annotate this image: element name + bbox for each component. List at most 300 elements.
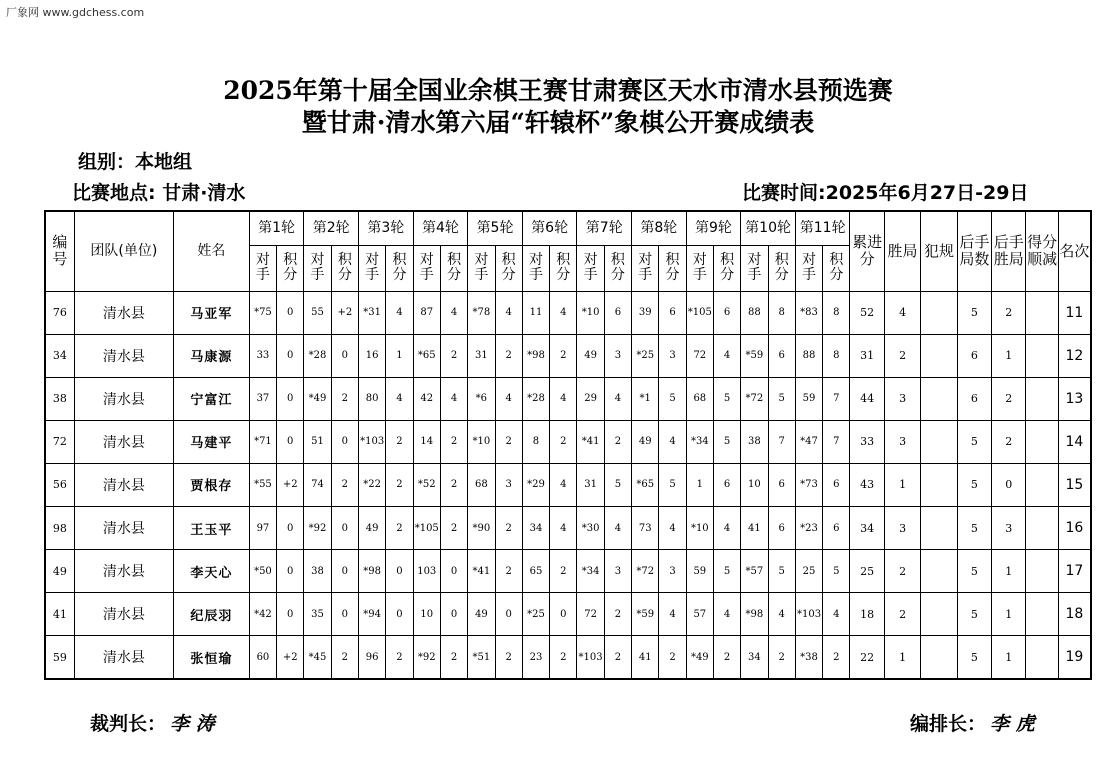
round-2-points: 2 — [331, 636, 358, 679]
player-name: 宁富江 — [173, 377, 249, 420]
header-round-7-opponent: 对手 — [577, 245, 604, 291]
header-round-10-opponent: 对手 — [741, 245, 768, 291]
second-games: 5 — [957, 463, 991, 506]
round-6-opponent: 65 — [522, 550, 549, 593]
header-round-11-opponent: 对手 — [795, 245, 822, 291]
table-row — [45, 593, 1091, 636]
deduct-score — [1026, 507, 1058, 550]
round-9-points: 5 — [713, 550, 740, 593]
results-table — [44, 210, 1092, 680]
second-wins: 2 — [992, 420, 1026, 463]
round-2-opponent: *49 — [304, 377, 331, 420]
round-7-opponent: *103 — [577, 636, 604, 679]
header-round-3-opponent: 对手 — [359, 245, 386, 291]
wins: 2 — [884, 334, 920, 377]
header-round-5: 第5轮 — [468, 211, 523, 245]
player-number: 76 — [45, 291, 74, 334]
header-round-3: 第3轮 — [359, 211, 414, 245]
header-fouls: 犯规 — [921, 211, 957, 291]
header-round-2-opponent: 对手 — [304, 245, 331, 291]
rank: 18 — [1058, 593, 1091, 636]
round-11-points: 8 — [823, 334, 850, 377]
round-5-points: 3 — [495, 463, 522, 506]
round-4-points: 0 — [440, 593, 467, 636]
round-6-points: 2 — [550, 636, 577, 679]
round-11-points: 7 — [823, 420, 850, 463]
arbiter — [910, 709, 1035, 736]
second-games: 5 — [957, 636, 991, 679]
round-4-opponent: *92 — [413, 636, 440, 679]
round-2-points: 0 — [331, 550, 358, 593]
round-5-opponent: *90 — [468, 507, 495, 550]
header-round-9-opponent: 对手 — [686, 245, 713, 291]
round-2-opponent: *28 — [304, 334, 331, 377]
round-8-opponent: 49 — [632, 420, 659, 463]
round-10-opponent: *98 — [741, 593, 768, 636]
deduct-score — [1026, 463, 1058, 506]
round-3-points: 2 — [386, 636, 413, 679]
round-3-points: 2 — [386, 507, 413, 550]
header-round-7-points: 积分 — [604, 245, 631, 291]
player-team: 清水县 — [74, 636, 173, 679]
round-4-opponent: 42 — [413, 377, 440, 420]
rank: 14 — [1058, 420, 1091, 463]
round-1-points: 0 — [277, 377, 304, 420]
round-2-points: 0 — [331, 420, 358, 463]
deduct-score — [1026, 593, 1058, 636]
round-10-opponent: *59 — [741, 334, 768, 377]
round-3-opponent: *94 — [359, 593, 386, 636]
deduct-score — [1026, 377, 1058, 420]
second-games: 5 — [957, 550, 991, 593]
second-games: 6 — [957, 377, 991, 420]
fouls — [921, 420, 957, 463]
second-wins: 3 — [992, 507, 1026, 550]
round-10-opponent: 34 — [741, 636, 768, 679]
header-name: 姓名 — [173, 211, 249, 291]
round-2-opponent: *45 — [304, 636, 331, 679]
round-6-points: 0 — [550, 593, 577, 636]
round-3-opponent: 80 — [359, 377, 386, 420]
second-wins: 0 — [992, 463, 1026, 506]
round-10-points: 5 — [768, 377, 795, 420]
round-8-points: 5 — [659, 377, 686, 420]
round-11-points: 7 — [823, 377, 850, 420]
round-1-points: 0 — [277, 291, 304, 334]
header-round-4-points: 积分 — [440, 245, 467, 291]
group-label: 组别：本地组 — [78, 151, 193, 173]
rank: 17 — [1058, 550, 1091, 593]
table-row — [45, 291, 1091, 334]
total-score: 43 — [850, 463, 884, 506]
header-total: 累进分 — [850, 211, 884, 291]
round-10-opponent: *57 — [741, 550, 768, 593]
round-11-points: 4 — [823, 593, 850, 636]
wins: 4 — [884, 291, 920, 334]
round-9-points: 4 — [713, 593, 740, 636]
round-11-opponent: *23 — [795, 507, 822, 550]
round-4-opponent: 14 — [413, 420, 440, 463]
round-1-opponent: 37 — [249, 377, 276, 420]
round-7-opponent: *10 — [577, 291, 604, 334]
player-team: 清水县 — [74, 463, 173, 506]
round-5-points: 4 — [495, 291, 522, 334]
table-row — [45, 377, 1091, 420]
round-7-points: 4 — [604, 507, 631, 550]
round-10-opponent: *72 — [741, 377, 768, 420]
round-2-opponent: 55 — [304, 291, 331, 334]
round-3-opponent: *98 — [359, 550, 386, 593]
second-wins: 2 — [992, 291, 1026, 334]
round-1-opponent: *75 — [249, 291, 276, 334]
round-6-opponent: *25 — [522, 593, 549, 636]
table-row — [45, 507, 1091, 550]
round-4-points: 2 — [440, 334, 467, 377]
round-1-points: +2 — [277, 463, 304, 506]
header-second-games: 后手局数 — [957, 211, 991, 291]
player-name: 马康源 — [173, 334, 249, 377]
header-round-6-points: 积分 — [550, 245, 577, 291]
round-7-points: 2 — [604, 593, 631, 636]
round-4-opponent: 103 — [413, 550, 440, 593]
round-7-points: 2 — [604, 420, 631, 463]
player-name: 马亚军 — [173, 291, 249, 334]
round-10-points: 2 — [768, 636, 795, 679]
total-score: 18 — [850, 593, 884, 636]
player-name: 纪辰羽 — [173, 593, 249, 636]
round-4-opponent: 10 — [413, 593, 440, 636]
round-1-points: 0 — [277, 420, 304, 463]
fouls — [921, 291, 957, 334]
round-8-opponent: *25 — [632, 334, 659, 377]
total-score: 22 — [850, 636, 884, 679]
round-4-points: 4 — [440, 377, 467, 420]
page-subtitle: 暨甘肃·清水第六届“轩辕杯”象棋公开赛成绩表 — [301, 108, 815, 137]
round-8-points: 2 — [659, 636, 686, 679]
second-wins: 1 — [992, 593, 1026, 636]
round-3-opponent: 49 — [359, 507, 386, 550]
round-5-points: 4 — [495, 377, 522, 420]
round-1-opponent: *50 — [249, 550, 276, 593]
round-5-points: 2 — [495, 334, 522, 377]
round-8-points: 3 — [659, 550, 686, 593]
round-8-opponent: *59 — [632, 593, 659, 636]
round-3-points: 1 — [386, 334, 413, 377]
total-score: 25 — [850, 550, 884, 593]
round-4-points: 0 — [440, 550, 467, 593]
header-round-5-opponent: 对手 — [468, 245, 495, 291]
round-11-opponent: *83 — [795, 291, 822, 334]
round-1-opponent: *42 — [249, 593, 276, 636]
round-7-points: 6 — [604, 291, 631, 334]
round-11-opponent: *73 — [795, 463, 822, 506]
date-label: 比赛时间:2025年6月27日-29日 — [742, 182, 1029, 204]
round-6-opponent: *28 — [522, 377, 549, 420]
deduct-score — [1026, 420, 1058, 463]
header-round-10: 第10轮 — [741, 211, 796, 245]
header-round-6-opponent: 对手 — [522, 245, 549, 291]
round-9-points: 5 — [713, 377, 740, 420]
player-number: 34 — [45, 334, 74, 377]
round-8-opponent: 41 — [632, 636, 659, 679]
round-5-opponent: *6 — [468, 377, 495, 420]
round-1-opponent: 97 — [249, 507, 276, 550]
total-score: 52 — [850, 291, 884, 334]
round-11-points: 5 — [823, 550, 850, 593]
round-5-points: 2 — [495, 550, 522, 593]
rank: 16 — [1058, 507, 1091, 550]
round-1-points: 0 — [277, 507, 304, 550]
fouls — [921, 550, 957, 593]
round-9-points: 5 — [713, 420, 740, 463]
round-2-opponent: 38 — [304, 550, 331, 593]
wins: 1 — [884, 636, 920, 679]
rank: 12 — [1058, 334, 1091, 377]
chief-referee-name: 李 涛 — [170, 713, 215, 735]
round-9-opponent: 72 — [686, 334, 713, 377]
round-3-opponent: *22 — [359, 463, 386, 506]
round-5-opponent: *51 — [468, 636, 495, 679]
round-4-opponent: *105 — [413, 507, 440, 550]
round-8-opponent: *72 — [632, 550, 659, 593]
header-round-9-points: 积分 — [713, 245, 740, 291]
venue-label: 比赛地点: 甘肃·清水 — [72, 182, 246, 204]
fouls — [921, 507, 957, 550]
round-6-points: 4 — [550, 291, 577, 334]
round-1-points: 0 — [277, 593, 304, 636]
round-6-opponent: *29 — [522, 463, 549, 506]
header-round-1: 第1轮 — [249, 211, 304, 245]
header-round-5-points: 积分 — [495, 245, 522, 291]
fouls — [921, 593, 957, 636]
round-2-points: 2 — [331, 377, 358, 420]
round-6-points: 2 — [550, 550, 577, 593]
round-11-opponent: 88 — [795, 334, 822, 377]
header-round-1-points: 积分 — [277, 245, 304, 291]
second-games: 6 — [957, 334, 991, 377]
round-2-opponent: 35 — [304, 593, 331, 636]
round-11-points: 8 — [823, 291, 850, 334]
round-5-opponent: 68 — [468, 463, 495, 506]
round-1-points: 0 — [277, 550, 304, 593]
round-4-points: 2 — [440, 463, 467, 506]
round-8-opponent: 73 — [632, 507, 659, 550]
round-6-opponent: 11 — [522, 291, 549, 334]
header-deduct: 得分顺减 — [1026, 211, 1058, 291]
round-5-points: 2 — [495, 507, 522, 550]
round-7-opponent: 29 — [577, 377, 604, 420]
header-round-10-points: 积分 — [768, 245, 795, 291]
round-8-points: 5 — [659, 463, 686, 506]
second-wins: 2 — [992, 377, 1026, 420]
second-wins: 1 — [992, 636, 1026, 679]
round-10-points: 7 — [768, 420, 795, 463]
rank: 15 — [1058, 463, 1091, 506]
header-second-wins: 后手胜局 — [992, 211, 1026, 291]
round-7-opponent: *41 — [577, 420, 604, 463]
round-2-opponent: 51 — [304, 420, 331, 463]
round-1-opponent: *71 — [249, 420, 276, 463]
round-3-points: 0 — [386, 593, 413, 636]
round-11-points: 6 — [823, 507, 850, 550]
round-11-opponent: *47 — [795, 420, 822, 463]
deduct-score — [1026, 334, 1058, 377]
round-10-opponent: 38 — [741, 420, 768, 463]
second-wins: 1 — [992, 550, 1026, 593]
round-5-opponent: *10 — [468, 420, 495, 463]
wins: 3 — [884, 377, 920, 420]
round-1-opponent: 60 — [249, 636, 276, 679]
player-name: 王玉平 — [173, 507, 249, 550]
round-3-points: 0 — [386, 550, 413, 593]
round-3-points: 4 — [386, 291, 413, 334]
round-7-opponent: 72 — [577, 593, 604, 636]
round-5-points: 2 — [495, 636, 522, 679]
round-10-points: 8 — [768, 291, 795, 334]
wins: 2 — [884, 550, 920, 593]
round-8-points: 6 — [659, 291, 686, 334]
header-rank: 名次 — [1058, 211, 1091, 291]
player-number: 72 — [45, 420, 74, 463]
player-number: 56 — [45, 463, 74, 506]
table-header — [45, 211, 1091, 291]
round-5-points: 2 — [495, 420, 522, 463]
player-number: 59 — [45, 636, 74, 679]
round-2-points: 0 — [331, 593, 358, 636]
round-9-opponent: *10 — [686, 507, 713, 550]
table-row — [45, 334, 1091, 377]
second-wins: 1 — [992, 334, 1026, 377]
round-3-opponent: *103 — [359, 420, 386, 463]
header-round-8-points: 积分 — [659, 245, 686, 291]
second-games: 5 — [957, 291, 991, 334]
round-1-points: +2 — [277, 636, 304, 679]
round-1-points: 0 — [277, 334, 304, 377]
round-8-points: 3 — [659, 334, 686, 377]
player-number: 41 — [45, 593, 74, 636]
round-4-points: 2 — [440, 507, 467, 550]
round-10-points: 4 — [768, 593, 795, 636]
header-round-7: 第7轮 — [577, 211, 632, 245]
round-5-opponent: *78 — [468, 291, 495, 334]
table-row — [45, 463, 1091, 506]
round-3-opponent: *31 — [359, 291, 386, 334]
round-7-opponent: 31 — [577, 463, 604, 506]
header-round-2-points: 积分 — [331, 245, 358, 291]
deduct-score — [1026, 291, 1058, 334]
header-no: 编号 — [45, 211, 74, 291]
round-10-points: 6 — [768, 507, 795, 550]
round-2-points: +2 — [331, 291, 358, 334]
round-6-opponent: *98 — [522, 334, 549, 377]
round-6-points: 4 — [550, 507, 577, 550]
round-9-points: 4 — [713, 334, 740, 377]
round-10-opponent: 10 — [741, 463, 768, 506]
round-11-points: 6 — [823, 463, 850, 506]
page-title: 2025年第十届全国业余棋王赛甘肃赛区天水市清水县预选赛 — [223, 76, 893, 105]
round-7-points: 5 — [604, 463, 631, 506]
round-6-opponent: 23 — [522, 636, 549, 679]
player-name: 张恒瑜 — [173, 636, 249, 679]
round-6-opponent: 8 — [522, 420, 549, 463]
deduct-score — [1026, 636, 1058, 679]
wins: 3 — [884, 507, 920, 550]
table-row — [45, 550, 1091, 593]
round-9-points: 6 — [713, 463, 740, 506]
round-5-points: 0 — [495, 593, 522, 636]
round-5-opponent: *41 — [468, 550, 495, 593]
second-games: 5 — [957, 420, 991, 463]
arbiter-name: 李 虎 — [990, 713, 1035, 735]
header-round-4: 第4轮 — [413, 211, 468, 245]
round-3-points: 2 — [386, 420, 413, 463]
round-3-points: 4 — [386, 377, 413, 420]
round-8-points: 4 — [659, 507, 686, 550]
rank: 13 — [1058, 377, 1091, 420]
round-8-opponent: *65 — [632, 463, 659, 506]
arbiter-label: 编排长： — [910, 713, 987, 735]
player-team: 清水县 — [74, 420, 173, 463]
header-team: 团队(单位) — [74, 211, 173, 291]
round-1-opponent: 33 — [249, 334, 276, 377]
round-4-opponent: *65 — [413, 334, 440, 377]
round-9-opponent: *49 — [686, 636, 713, 679]
header-round-8-opponent: 对手 — [632, 245, 659, 291]
header-round-6: 第6轮 — [522, 211, 577, 245]
round-4-points: 4 — [440, 291, 467, 334]
round-9-points: 4 — [713, 507, 740, 550]
header-wins: 胜局 — [884, 211, 920, 291]
round-7-opponent: 49 — [577, 334, 604, 377]
round-1-opponent: *55 — [249, 463, 276, 506]
round-2-points: 2 — [331, 463, 358, 506]
round-6-points: 4 — [550, 377, 577, 420]
round-10-points: 6 — [768, 334, 795, 377]
round-4-opponent: *52 — [413, 463, 440, 506]
round-10-points: 5 — [768, 550, 795, 593]
deduct-score — [1026, 550, 1058, 593]
round-9-opponent: 59 — [686, 550, 713, 593]
round-9-points: 6 — [713, 291, 740, 334]
header-round-11-points: 积分 — [823, 245, 850, 291]
round-5-opponent: 31 — [468, 334, 495, 377]
round-3-opponent: 16 — [359, 334, 386, 377]
round-2-opponent: 74 — [304, 463, 331, 506]
round-9-points: 2 — [713, 636, 740, 679]
chief-referee — [90, 709, 215, 736]
round-2-opponent: *92 — [304, 507, 331, 550]
total-score: 33 — [850, 420, 884, 463]
chief-referee-label: 裁判长： — [90, 713, 167, 735]
round-7-opponent: *34 — [577, 550, 604, 593]
wins: 3 — [884, 420, 920, 463]
table-row — [45, 420, 1091, 463]
player-team: 清水县 — [74, 334, 173, 377]
player-team: 清水县 — [74, 550, 173, 593]
round-11-points: 2 — [823, 636, 850, 679]
round-2-points: 0 — [331, 334, 358, 377]
header-round-2: 第2轮 — [304, 211, 359, 245]
round-5-opponent: 49 — [468, 593, 495, 636]
player-name: 李天心 — [173, 550, 249, 593]
round-4-points: 2 — [440, 636, 467, 679]
total-score: 34 — [850, 507, 884, 550]
round-3-opponent: 96 — [359, 636, 386, 679]
round-4-opponent: 87 — [413, 291, 440, 334]
header-round-9: 第9轮 — [686, 211, 741, 245]
table-row — [45, 636, 1091, 679]
round-9-opponent: *105 — [686, 291, 713, 334]
